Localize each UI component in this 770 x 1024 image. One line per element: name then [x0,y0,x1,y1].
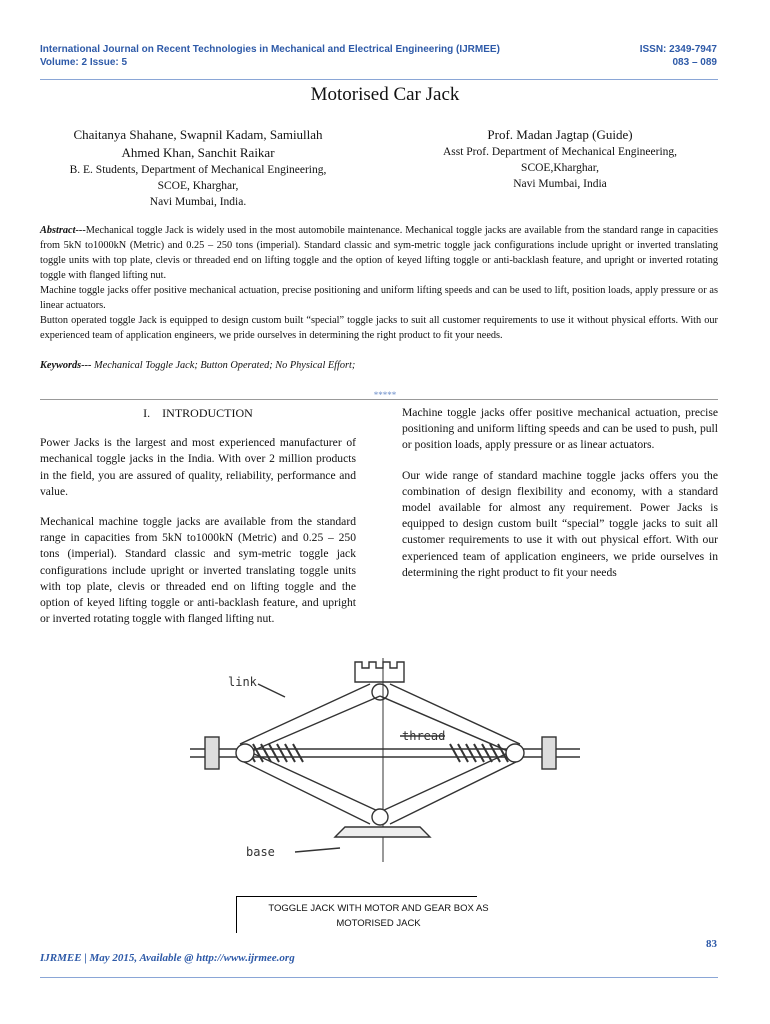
figure-caption [236,901,521,931]
affiliation-line2: SCOE, Kharghar, [157,180,239,192]
volume-issue: Volume: 2 Issue: 5 [40,57,128,68]
section-title: INTRODUCTION [162,406,253,420]
author-names-line1: Chaitanya Shahane, Swapnil Kadam, Samiullah [73,127,323,142]
author-names-line2: Ahmed Khan, Sanchit Raikar [121,145,275,160]
caption-line2: MOTORISED JACK [336,918,421,929]
header-rule [40,79,718,80]
abstract-label: Abstract--- [40,225,86,236]
footer-rule [40,977,718,978]
section-heading [40,405,356,421]
guide-affiliation-line3: Navi Mumbai, India [513,178,607,190]
toggle-jack-diagram [170,652,600,867]
guide-affiliation-line1: Asst Prof. Department of Mechanical Engineering, [442,146,678,158]
label-thread: thread [402,729,446,743]
label-base: base [246,845,275,859]
affiliation-line1: B. E. Students, Department of Mechanical Engineering, [69,164,327,176]
authors-left [40,126,356,210]
right-column [402,405,718,595]
abstract-paragraph-2: Machine toggle jacks offer positive mechanical actuation, precise positioning and uniform lifting speeds and can be used to lift, position loads, apply pressure or as linear actuators. [40,285,718,311]
keywords [40,358,718,373]
intro-paragraph-2: Mechanical machine toggle jacks are available from the standard range in capacities from 5kN to1000kN (Metric) and 0.25 – 250 tons (imperial). Standard classic and sym-metric toggle jack configurations include upright or inverted translating toggle units with top plate, clevis or threaded end on lifting toggle and the option of keyed lifting toggle or anti-backlash feature, and upright or inverted rotating toggle with flanged lifting nut. [40,515,356,626]
abstract [40,223,718,343]
separator-stars: ***** [373,390,397,400]
caption-line1: TOGGLE JACK WITH MOTOR AND GEAR BOX AS [268,903,489,914]
keywords-text: Mechanical Toggle Jack; Button Operated; No Physical Effort; [91,360,356,371]
right-paragraph-1: Machine toggle jacks offer positive mechanical actuation, precise positioning and uniform lifting speeds and can be used to push, pull or position loads, apply pressure or as linear actuators. [402,406,718,452]
label-link: link [228,675,257,689]
abstract-paragraph-1: Mechanical toggle Jack is widely used in the most automobile maintenance. Mechanical toggle jacks are available from the standard range in capacities from 5kN to1000kN (Metric) and 0.25 – 250 tons (imperial). Standard classic and sym-metric toggle jack configurations include upright or inverted translating toggle units with top plate, clevis or threaded end on lifting toggle and the option of keyed lifting toggle or anti-backlash feature, and upright or inverted rotating toggle with flanged lifting nut. [40,225,718,281]
abstract-paragraph-3: Button operated toggle Jack is equipped to design custom built “special” toggle jacks to suit all customer requirements to use it without physical efforts. With our experienced team of application engineers, we pride ourselves in determining the right product to fit your needs. [40,315,718,341]
page-number: 83 [706,938,717,950]
keywords-label: Keywords--- [40,360,92,371]
paper-title: Motorised Car Jack [310,84,460,105]
guide-name: Prof. Madan Jagtap (Guide) [487,127,633,142]
left-column [40,405,356,641]
footer-text: IJRMEE | May 2015, Available @ http://www.ijrmee.org [40,952,295,964]
right-paragraph-2: Our wide range of standard machine toggle jacks offers you the combination of design flexibility and economy, with a standard model available for almost any requirement. Power Jacks is equipped to design custom built “special” toggle jacks to suit all customer requirements to use it with out physical effort. With our experienced team of application engineers, we pride ourselves in determining the right product to fit your needs [402,468,718,579]
section-number: I. [143,406,151,420]
authors-right [402,126,718,192]
page-range: 083 – 089 [672,57,717,68]
issn: ISSN: 2349-7947 [639,44,717,55]
intro-paragraph-1: Power Jacks is the largest and most experienced manufacturer of mechanical toggle jacks in the India. With over 2 million products in the field, you are assured of quality, reliability, performance and value. [40,436,356,498]
guide-affiliation-line2: SCOE,Kharghar, [521,162,599,174]
journal-name: International Journal on Recent Technologies in Mechanical and Electrical Engineering (IJRMEE) [40,44,500,55]
affiliation-line3: Navi Mumbai, India. [149,196,247,208]
